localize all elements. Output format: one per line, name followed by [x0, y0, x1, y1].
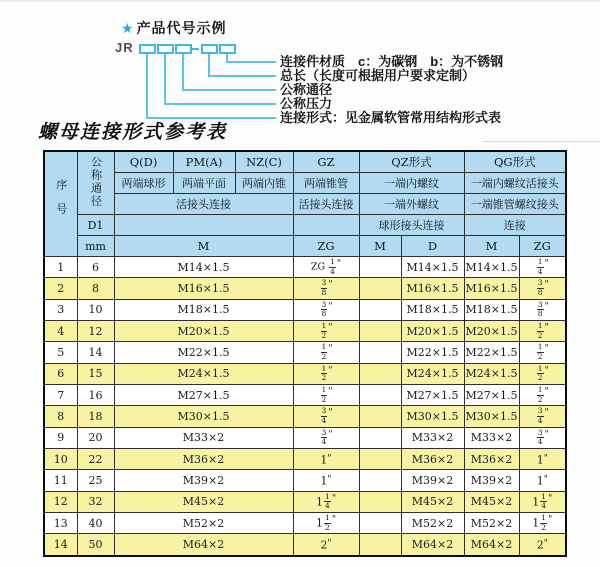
- cell-qg-zg: $\frac{3}{8}$ ": [519, 278, 566, 299]
- cell-qg-m: M36×2: [464, 449, 519, 470]
- connector-line: [208, 54, 210, 75]
- cell-qg-zg: $\frac{3}{4}$ ": [519, 427, 566, 448]
- cell-m: M22×1.5: [114, 342, 293, 363]
- connector-line: [226, 61, 276, 63]
- connector-line: [164, 54, 166, 103]
- cell-no: 7: [44, 385, 77, 406]
- cell-gz: $\frac{1}{2}$ ": [293, 342, 359, 363]
- header-q-desc: 两端球形: [114, 173, 173, 194]
- cell-qg-m: M45×2: [464, 491, 519, 512]
- cell-no: 10: [44, 449, 77, 470]
- cell-qz-d: M39×2: [401, 470, 464, 491]
- cell-qz-m: [359, 513, 401, 534]
- cell-qg-zg: 1": [519, 449, 566, 470]
- cell-dn: 32: [77, 491, 114, 512]
- cell-m: M64×2: [114, 534, 293, 556]
- diagram-label-pressure: 公称压力: [280, 96, 333, 111]
- diagram-heading: [121, 18, 227, 38]
- cell-m: M16×1.5: [114, 278, 293, 299]
- header-type-nz: NZ(C): [235, 151, 293, 173]
- cell-qz-d: M33×2: [401, 427, 464, 448]
- header-nominal-diameter: 公称通径: [77, 151, 114, 215]
- cell-qz-m: [359, 321, 401, 342]
- cell-qg-m: M39×2: [464, 470, 519, 491]
- cell-dn: 16: [77, 385, 114, 406]
- nut-connection-reference-table: [43, 150, 567, 557]
- cell-qg-m: M52×2: [464, 513, 519, 534]
- cell-qg-m: M24×1.5: [464, 363, 519, 384]
- cell-dn: 18: [77, 406, 114, 427]
- header-empty-cell: [293, 215, 359, 236]
- header-type-q: Q(D): [114, 151, 173, 173]
- table-row: [44, 513, 566, 534]
- header-union-connection: 活接头连接: [114, 194, 293, 215]
- header-d1: D1: [77, 215, 114, 236]
- header-qz-ball-connection: 球形接头连接: [359, 215, 464, 236]
- table-row: [44, 342, 566, 363]
- cell-qg-zg: $\frac{3}{4}$ ": [519, 406, 566, 427]
- cell-dn: 40: [77, 513, 114, 534]
- table-row: [44, 406, 566, 427]
- header-type-pm: PM(A): [173, 151, 235, 173]
- cell-qg-zg: $\frac{1}{2}$ ": [519, 363, 566, 384]
- cell-gz: $\frac{3}{8}$ ": [293, 299, 359, 320]
- cell-qz-m: [359, 363, 401, 384]
- cell-qg-m: M16×1.5: [464, 278, 519, 299]
- cell-dn: 6: [77, 257, 114, 278]
- cell-qz-d: M20×1.5: [401, 321, 464, 342]
- cell-gz: $\frac{1}{2}$ ": [293, 363, 359, 384]
- table-body: [44, 257, 566, 557]
- diagram-label-length: 总长（长度可根据用户要求定制）: [280, 68, 476, 83]
- table-row: [44, 299, 566, 320]
- cell-no: 8: [44, 406, 77, 427]
- connector-line: [146, 54, 148, 117]
- cell-no: 13: [44, 513, 77, 534]
- cell-dn: 25: [77, 470, 114, 491]
- header-qz-d: D: [401, 236, 464, 257]
- cell-gz: $\frac{3}{4}$ ": [293, 427, 359, 448]
- code-box-4: [201, 44, 218, 54]
- cell-qg-zg: $\frac{3}{8}$ ": [519, 299, 566, 320]
- cell-dn: 12: [77, 321, 114, 342]
- table-row: [44, 449, 566, 470]
- header-mm: mm: [77, 236, 114, 257]
- cell-qg-m: M27×1.5: [464, 385, 519, 406]
- cell-gz: 1 $\frac{1}{4}$ ": [293, 491, 359, 512]
- table-row: [44, 470, 566, 491]
- cell-qz-m: [359, 427, 401, 448]
- connector-line: [182, 89, 276, 91]
- cell-qg-zg: $\frac{1}{4}$ ": [519, 257, 566, 278]
- cell-no: 6: [44, 363, 77, 384]
- cell-no: 14: [44, 534, 77, 556]
- cell-qz-m: [359, 406, 401, 427]
- diagram-label-connection: 连接形式：见金属软管常用结构形式表: [280, 110, 502, 125]
- diagram-label-material: 连接件材质 c：为碳钢 b：为不锈钢: [280, 54, 504, 69]
- cell-qg-m: M33×2: [464, 427, 519, 448]
- cell-qg-m: M14×1.5: [464, 257, 519, 278]
- cell-no: 9: [44, 427, 77, 448]
- cell-qz-m: [359, 491, 401, 512]
- cell-dn: 22: [77, 449, 114, 470]
- code-dash: [191, 48, 199, 50]
- header-qg-zg: ZG: [519, 236, 566, 257]
- cell-qg-m: M64×2: [464, 534, 519, 556]
- cell-m: M45×2: [114, 491, 293, 512]
- header-qz-m: M: [359, 236, 401, 257]
- code-box-5: [219, 44, 236, 54]
- cell-qz-d: M18×1.5: [401, 299, 464, 320]
- cell-m: M36×2: [114, 449, 293, 470]
- cell-qz-d: M16×1.5: [401, 278, 464, 299]
- cell-no: 12: [44, 491, 77, 512]
- cell-m: M52×2: [114, 513, 293, 534]
- cell-dn: 10: [77, 299, 114, 320]
- cell-m: M30×1.5: [114, 406, 293, 427]
- header-type-gz: GZ: [293, 151, 359, 173]
- cell-qg-m: M18×1.5: [464, 299, 519, 320]
- header-pm-desc: 两端平面: [173, 173, 235, 194]
- cell-qz-d: M30×1.5: [401, 406, 464, 427]
- cell-dn: 50: [77, 534, 114, 556]
- table-row: [44, 257, 566, 278]
- cell-m: M20×1.5: [114, 321, 293, 342]
- cell-gz: 1": [293, 449, 359, 470]
- cell-dn: 20: [77, 427, 114, 448]
- cell-no: 5: [44, 342, 77, 363]
- code-box-1: [139, 44, 156, 54]
- table-row: [44, 534, 566, 556]
- cell-gz: 2": [293, 534, 359, 556]
- cell-m: M14×1.5: [114, 257, 293, 278]
- cell-gz: 1": [293, 470, 359, 491]
- code-prefix: JR: [115, 40, 134, 55]
- cell-qz-m: [359, 257, 401, 278]
- cell-qz-m: [359, 299, 401, 320]
- header-thread-m: M: [114, 236, 293, 257]
- header-qg-desc2: 一端锥管螺纹接头: [464, 194, 566, 215]
- header-type-qg: QG形式: [464, 151, 566, 173]
- cell-m: M39×2: [114, 470, 293, 491]
- header-nz-desc: 两端内锥: [235, 173, 293, 194]
- header-empty-cell: [114, 215, 293, 236]
- cell-qz-m: [359, 470, 401, 491]
- page-title: 螺母连接形式参考表: [38, 121, 228, 143]
- cell-gz: $\frac{3}{8}$ ": [293, 278, 359, 299]
- cell-dn: 8: [77, 278, 114, 299]
- connector-line: [208, 75, 276, 77]
- table-row: [44, 363, 566, 384]
- connector-line: [226, 54, 228, 61]
- cell-gz: 1 $\frac{1}{2}$ ": [293, 513, 359, 534]
- cell-qz-m: [359, 449, 401, 470]
- header-gz-desc: 两端锥管: [293, 173, 359, 194]
- cell-qg-m: M20×1.5: [464, 321, 519, 342]
- code-box-3: [175, 44, 192, 54]
- header-thread-zg: ZG: [293, 236, 359, 257]
- header-qg-connection: 连接: [464, 215, 566, 236]
- cell-qz-m: [359, 342, 401, 363]
- cell-gz: ZG $\frac{1}{4}$ ": [293, 257, 359, 278]
- cell-qg-zg: 2": [519, 534, 566, 556]
- cell-m: M18×1.5: [114, 299, 293, 320]
- table-row: [44, 278, 566, 299]
- cell-gz: $\frac{3}{4}$ ": [293, 406, 359, 427]
- cell-qg-zg: $\frac{1}{2}$ ": [519, 321, 566, 342]
- cell-qz-d: M45×2: [401, 491, 464, 512]
- cell-qz-d: M36×2: [401, 449, 464, 470]
- cell-qg-m: M30×1.5: [464, 406, 519, 427]
- cell-no: 4: [44, 321, 77, 342]
- cell-qg-zg: 1 $\frac{1}{2}$ ": [519, 513, 566, 534]
- connector-line: [164, 103, 276, 105]
- cell-qz-d: M22×1.5: [401, 342, 464, 363]
- header-type-qz: QZ形式: [359, 151, 464, 173]
- table-row: [44, 427, 566, 448]
- diagram-heading-text: 产品代号示例: [136, 20, 227, 36]
- table-row: [44, 321, 566, 342]
- table-row: [44, 385, 566, 406]
- table-header: [44, 151, 566, 257]
- cell-dn: 15: [77, 363, 114, 384]
- header-qg-desc: 一端内螺纹活接头: [464, 173, 566, 194]
- code-box-2: [157, 44, 174, 54]
- star-icon: ★: [121, 20, 135, 36]
- cell-m: M33×2: [114, 427, 293, 448]
- header-serial-no: 序号: [44, 151, 77, 257]
- cell-no: 3: [44, 299, 77, 320]
- header-qz-desc: 一端内螺纹: [359, 173, 464, 194]
- cell-qg-zg: $\frac{1}{2}$ ": [519, 385, 566, 406]
- cell-gz: $\frac{1}{2}$ ": [293, 385, 359, 406]
- cell-qg-m: M22×1.5: [464, 342, 519, 363]
- cell-qz-d: M52×2: [401, 513, 464, 534]
- cell-no: 1: [44, 257, 77, 278]
- cell-qz-d: M24×1.5: [401, 363, 464, 384]
- cell-m: M24×1.5: [114, 363, 293, 384]
- table-row: [44, 491, 566, 512]
- cell-qz-d: M64×2: [401, 534, 464, 556]
- header-gz-connection: 活接头连接: [293, 194, 359, 215]
- cell-gz: $\frac{1}{2}$ ": [293, 321, 359, 342]
- cell-qz-m: [359, 385, 401, 406]
- cell-dn: 14: [77, 342, 114, 363]
- cell-qg-zg: 1": [519, 470, 566, 491]
- cell-qg-zg: 1 $\frac{1}{4}$ ": [519, 491, 566, 512]
- header-qg-m: M: [464, 236, 519, 257]
- cell-qg-zg: $\frac{1}{2}$ ": [519, 342, 566, 363]
- cell-m: M27×1.5: [114, 385, 293, 406]
- cell-qz-m: [359, 278, 401, 299]
- header-qz-desc2: 一端外螺纹: [359, 194, 464, 215]
- cell-qz-d: M27×1.5: [401, 385, 464, 406]
- cell-no: 2: [44, 278, 77, 299]
- cell-qz-d: M14×1.5: [401, 257, 464, 278]
- diagram-label-diameter: 公称通径: [280, 82, 333, 97]
- cell-no: 11: [44, 470, 77, 491]
- connector-line: [182, 54, 184, 89]
- cell-qz-m: [359, 534, 401, 556]
